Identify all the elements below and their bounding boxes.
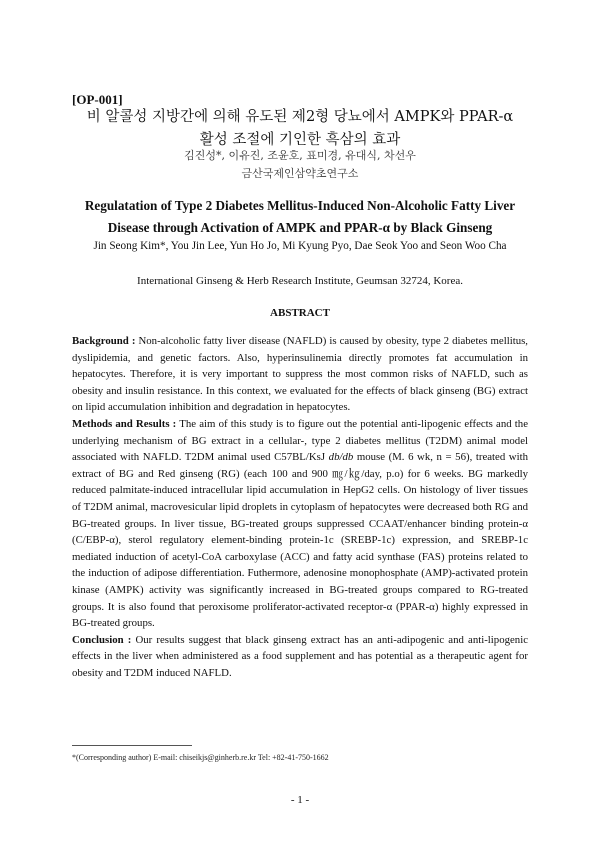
methods-text-b: mouse (M. 6 wk, n = 56), treated with extract of BG and Red ginseng (RG) (each 100 and 900 ㎎/㎏/day, p.o) for 6 weeks. BG markedly reduced palmitate-induced intracellular lipid accumulation in HepG2 cells. On histology of liver tissues of T2DM animal, macrovesicular lipid droplets in cytoplasm of hepatocytes were decreased both RG and BG-treated groups. In liver tissue, BG-treated groups suppressed CCAAT/enhancer binding protein-α (C/EBP-α), sterol regulatory element-binding protein-1c (SREBP-1c) expression, and SREBP-1c mediated induction of acetyl-CoA carboxylase (ACC) and fatty acid synthase (FAS) proteins related to the induction of adipose differentiation. Futhermore, adenosine monophosphate (AMP)-activated protein kinase (AMPK) activity was significantly increased in BG-treated groups compared to RG-treated groups. It is also found that peroxisome proliferator-activated receptor-α (PPAR-α) highly expressed in BG-treated groups. — [72, 451, 528, 630]
english-title-line1: Regulatation of Type 2 Diabetes Mellitus-Induced Non-Alcoholic Fatty Liver — [84, 198, 516, 213]
mouse-strain: db/db — [328, 451, 354, 464]
corresponding-author-footnote: *(Corresponding author) E-mail: chiseikjs@ginherb.re.kr Tel: +82-41-750-1662 — [72, 753, 329, 762]
page-number: - 1 - — [290, 794, 310, 806]
korean-title — [60, 106, 540, 152]
methods-label: Methods and Results : — [72, 417, 177, 430]
korean-authors: 김진성*, 이유진, 조윤호, 표미경, 유대식, 차선우 — [184, 149, 416, 162]
abstract-heading: ABSTRACT — [270, 307, 330, 319]
background-label: Background : — [72, 335, 136, 347]
english-authors: Jin Seong Kim*, You Jin Lee, Yun Ho Jo, Mi Kyung Pyo, Dae Seok Yoo and Seon Woo Cha — [93, 240, 507, 252]
english-title — [60, 195, 540, 239]
methods-paragraph — [72, 416, 528, 632]
korean-title-line1: 비 알콜성 지방간에 의해 유도된 제2형 당뇨에서 AMPK와 PPAR-α — [86, 109, 514, 125]
conclusion-text: Our results suggest that black ginseng extract has an anti-adipogenic and anti-lipogenic effects in the liver when administered as a food supplement and has potential as a therapeutic agent for obesity and T2DM induced NAFLD. — [72, 633, 528, 679]
abstract-code: [OP-001] — [72, 92, 123, 107]
methods-text-a: The aim of this study is to figure out the potential anti-lipogenic effects and the underlying mechanism of BG extract in a cellular-, type 2 diabetes mellitus (T2DM) animal model associated with NAFLD. T2DM animal used C57BL/KsJ — [72, 417, 528, 464]
background-text: Non-alcoholic fatty liver disease (NAFLD) is caused by obesity, type 2 diabetes mellitus, dyslipidemia, and genetic factors. Also, hyperinsulinemia directly promotes fat accumulation in hepatocytes. Therefore, it is very important to suppress the most common risks of NAFLD, such as obesity and insulin resistance. In this context, we evaluated for the effects of black ginseng (BG) extract on lipid accumulation inhibition and degradation in hepatocytes. — [72, 335, 528, 414]
english-title-line2: Disease through Activation of AMPK and PPAR-α by Black Ginseng — [107, 220, 493, 235]
conclusion-paragraph — [72, 632, 528, 682]
korean-title-line2: 활성 조절에 기인한 흑삼의 효과 — [199, 132, 401, 148]
korean-affiliation: 금산국제인삼약초연구소 — [241, 167, 359, 180]
background-paragraph — [72, 333, 528, 416]
english-affiliation: International Ginseng & Herb Research Institute, Geumsan 32724, Korea. — [137, 275, 463, 287]
footnote-divider — [72, 745, 192, 746]
abstract-body — [72, 333, 528, 681]
conclusion-label: Conclusion : — [72, 633, 132, 646]
